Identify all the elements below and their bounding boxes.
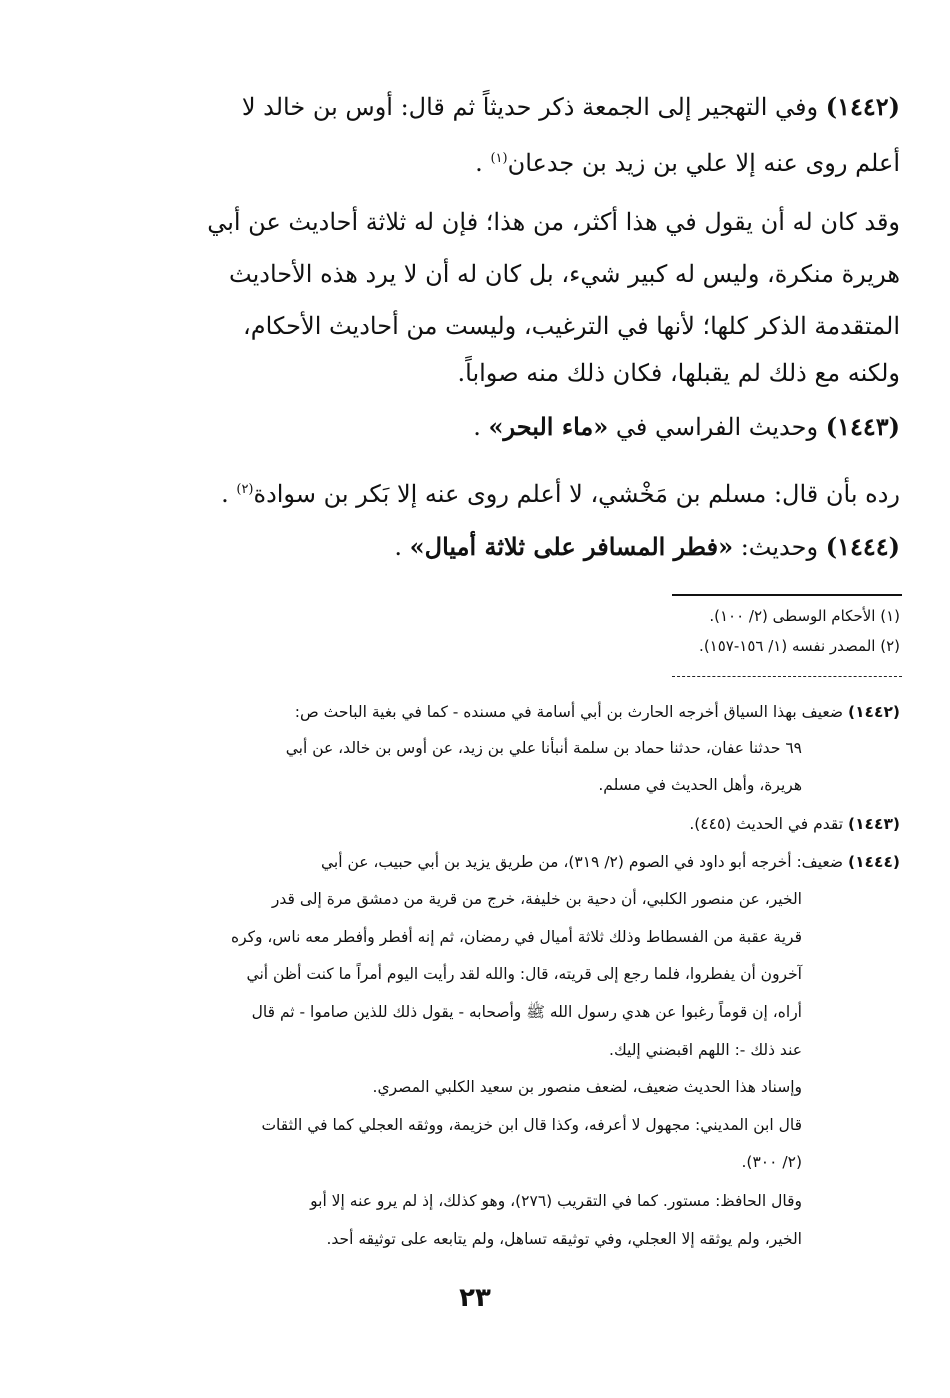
- page-number: ٢٣: [459, 1283, 491, 1313]
- paragraph-2-line-1: وقد كان له أن يقول في هذا أكثر، من هذا؛ فإن له ثلاثة أحاديث عن أبي: [207, 208, 900, 236]
- hadith-1442-line-1: (١٤٤٢) وفي التهجير إلى الجمعة ذكر حديثاً ثم قال: أوس بن خالد لا: [241, 92, 900, 121]
- footnote-separator: [672, 594, 902, 596]
- paragraph-2-line-4: ولكنه مع ذلك لم يقبلها، فكان ذلك منه صواباً.: [457, 359, 900, 387]
- paragraph-2-line-2: هريرة منكرة، وليس له كبير شيء، بل كان له أن لا يرد هذه الأحاديث: [229, 260, 900, 288]
- note-1444-line-5: أراه، إن قوماً رغبوا عن هدي رسول الله ﷺ وأصحابه - يقول ذلك للذين صاموا - ثم قال: [251, 1003, 802, 1021]
- footnote-text: المصدر نفسه (١/ ١٥٦-١٥٧).: [699, 637, 876, 655]
- note-1444-line-9: (٢/ ٣٠٠).: [741, 1153, 802, 1171]
- note-1442-line-3: هريرة، وأهل الحديث في مسلم.: [598, 776, 802, 794]
- note-1443-line-1: (١٤٤٣) تقدم في الحديث (٤٤٥).: [689, 815, 900, 833]
- footnote-2: [195, 635, 900, 657]
- note-1444-line-4: آخرون أن يفطروا، فلما رجع إلى قريته، قال: والله لقد رأيت اليوم أمراً ما كنت أظن أني: [246, 965, 802, 983]
- note-1444-line-3: قرية عقبة من الفسطاط وذلك ثلاثة أميال في رمضان، ثم إنه أفطر وأفطر معه ناس، وكره: [230, 928, 802, 946]
- note-1444-line-11: الخير، ولم يوثقه إلا العجلي، وفي توثيقه تساهل، ولم يتابعه على توثيقه أحد.: [326, 1230, 802, 1248]
- paragraph-2-line-3: المتقدمة الذكر كلها؛ لأنها في الترغيب، وليست من أحاديث الأحكام،: [243, 312, 900, 340]
- hadith-1443-line-1: (١٤٤٣) وحديث الفراسي في «ماء البحر» .: [473, 412, 900, 441]
- notes-separator: [672, 676, 902, 677]
- footnote-text: الأحكام الوسطى (٢/ ١٠٠).: [709, 607, 876, 625]
- note-1444-line-2: الخير، عن منصور الكلبي، أن دحية بن خليفة، خرج من قرية من دمشق مرة إلى قدر: [271, 890, 802, 908]
- note-number-1443: (١٤٤٣): [847, 815, 900, 833]
- footnote-ref-2: (٢): [236, 482, 254, 497]
- note-1442-line-2: ٦٩ حدثنا عفان، حدثنا حماد بن سلمة أنبأنا علي بن زيد، عن أوس بن خالد، عن أبي: [285, 739, 802, 757]
- hadith-number-1442: (١٤٤٢): [825, 92, 900, 121]
- hadith-1443-line-2: رده بأن قال: مسلم بن مَخْشي، لا أعلم روى عنه إلا بَكر بن سوادة$^{(٢)}$ .: [221, 480, 900, 508]
- note-1444-line-10: وقال الحافظ: مستور. كما في التقريب (٢٧٦)، وهو كذلك، إذ لم يرو عنه إلا أبو: [310, 1192, 802, 1210]
- hadith-1444-line-1: (١٤٤٤) وحديث: «فطر المسافر على ثلاثة أميال» .: [394, 532, 900, 561]
- note-1444-line-7: وإسناد هذا الحديث ضعيف، لضعف منصور بن سعيد الكلبي المصري.: [372, 1078, 802, 1096]
- hadith-number-1444: (١٤٤٤): [825, 532, 900, 561]
- note-number-1442: (١٤٤٢): [847, 703, 900, 721]
- hadith-1442-line-2: أعلم روى عنه إلا علي بن زيد بن جدعان$^{(١)}$ .: [475, 149, 900, 177]
- footnote-1: [195, 605, 900, 627]
- note-1442-line-1: (١٤٤٢) ضعيف بهذا السياق أخرجه الحارث بن أبي أسامة في مسنده - كما في بغية الباحث ص:: [294, 703, 900, 721]
- note-1444-line-6: عند ذلك -: اللهم اقبضني إليك.: [609, 1041, 802, 1059]
- note-1444-line-8: قال ابن المديني: مجهول لا أعرفه، وكذا قال ابن خزيمة، ووثقه العجلي كما في الثقات: [261, 1116, 802, 1134]
- footnote-marker: (١): [880, 607, 900, 625]
- footnote-marker: (٢): [880, 637, 900, 655]
- hadith-number-1443: (١٤٤٣): [825, 412, 900, 441]
- note-number-1444: (١٤٤٤): [847, 853, 900, 871]
- note-1444-line-1: (١٤٤٤) ضعيف: أخرجه أبو داود في الصوم (٢/ ٣١٩)، من طريق يزيد بن أبي حبيب، عن أبي: [320, 853, 900, 871]
- footnote-ref-1: (١): [490, 151, 508, 166]
